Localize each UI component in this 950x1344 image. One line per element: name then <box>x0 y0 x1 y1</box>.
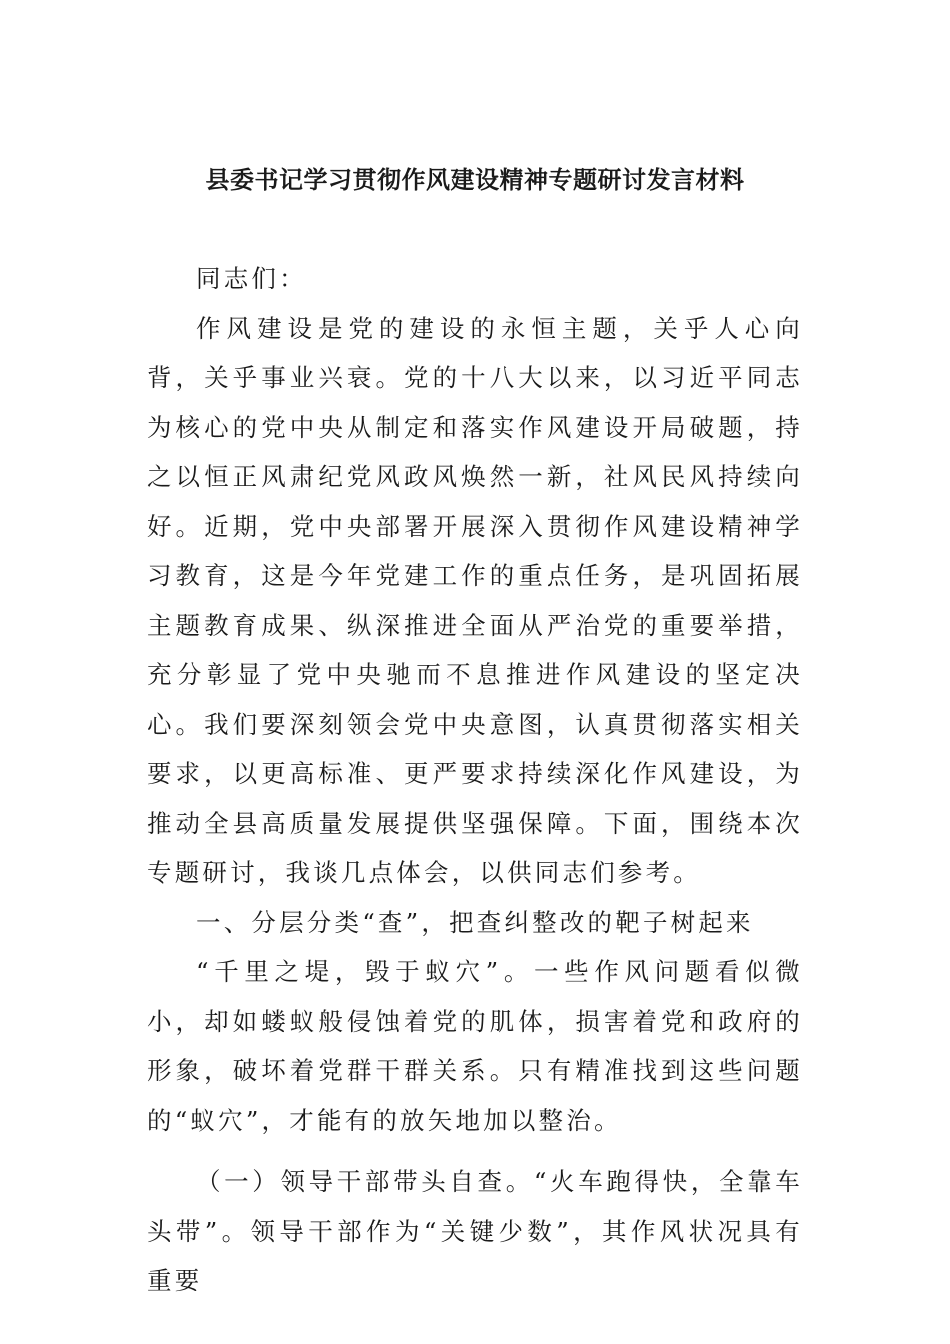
paragraph-section-1: “千里之堤，毁于蚁穴”。一些作风问题看似微小，却如蝼蚁般侵蚀着党的肌体，损害着党和政府的形象，破坏着党群干群关系。只有精准找到这些问题的“蚁穴”，才能有的放矢地加以整治。 <box>147 957 803 1135</box>
salutation: 同志们： <box>196 264 307 293</box>
subsection-1-paragraph: （一）领导干部带头自查。“火车跑得快，全靠车头带”。领导干部作为“关键少数”，其作风状况具有重要 <box>147 1167 803 1295</box>
document-title: 县委书记学习贯彻作风建设精神专题研讨发言材料 <box>205 166 745 194</box>
section-heading-1: 一、分层分类“查”，把查纠整改的靶子树起来 <box>196 907 754 937</box>
document-body <box>147 254 803 1306</box>
paragraph-intro: 作风建设是党的建设的永恒主题，关乎人心向背，关乎事业兴衰。党的十八大以来，以习近平同志为核心的党中央从制定和落实作风建设开局破题，持之以恒正风肃纪党风政风焕然一新，社风民风持续向好。近期，党中央部署开展深入贯彻作风建设精神学习教育，这是今年党建工作的重点任务，是巩固拓展主题教育成果、纵深推进全面从严治党的重要举措，充分彰显了党中央驰而不息推进作风建设的坚定决心。我们要深刻领会党中央意图，认真贯彻落实相关要求，以更高标准、更严要求持续深化作风建设，为推动全县高质量发展提供坚强保障。下面，围绕本次专题研讨，我谈几点体会，以供同志们参考。 <box>147 313 803 887</box>
